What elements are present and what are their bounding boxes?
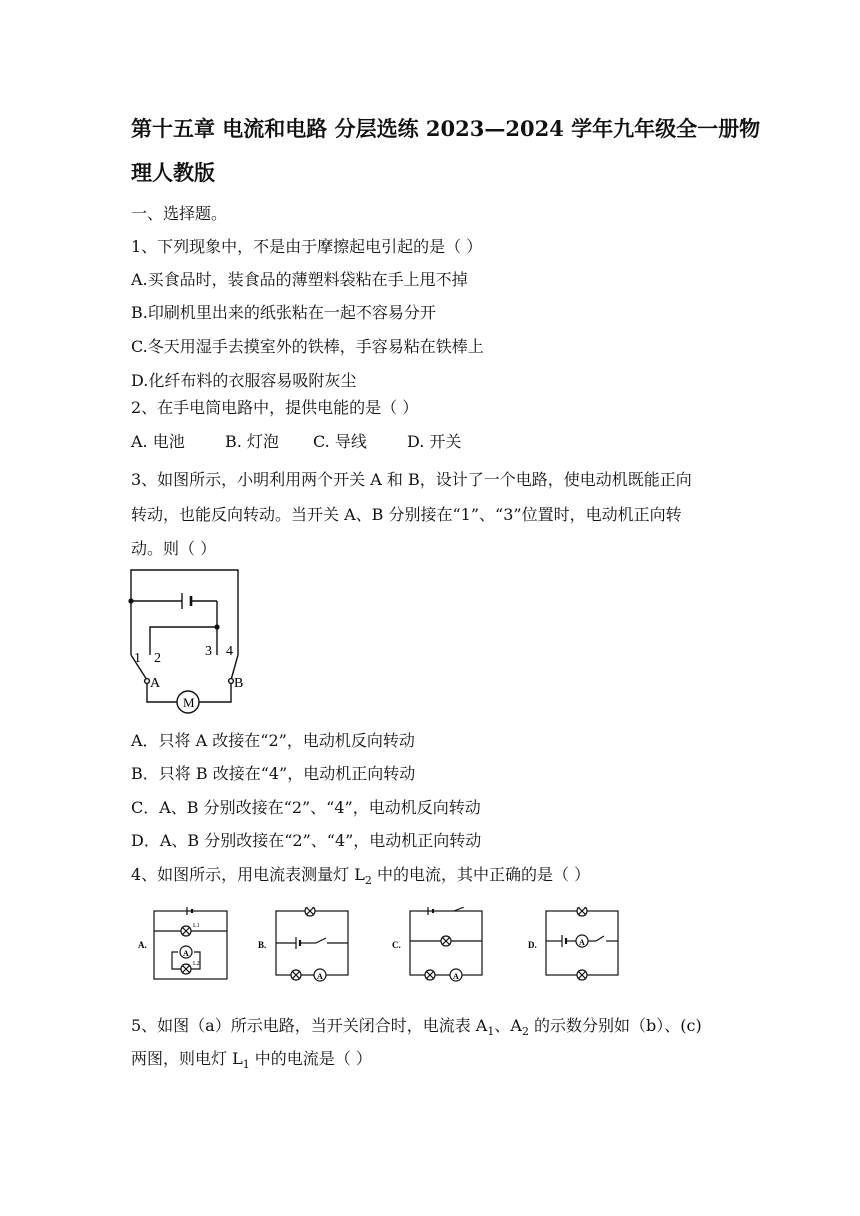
svg-text:L1: L1 [193, 923, 200, 929]
q3-option-c: C．A、B 分别改接在“2”、“4”，电动机反向转动 [131, 798, 481, 817]
q3-option-d: D．A、B 分别改接在“2”、“4”，电动机正向转动 [131, 831, 482, 850]
q5-l2-part-a: 两图，则电灯 L [131, 1049, 243, 1068]
q4-fig-a-label: A. [138, 940, 147, 950]
q5-l1-part-b: 、A [494, 1016, 522, 1035]
q5-l2-part-b: 中的电流是（ ） [249, 1049, 372, 1068]
q3-switch-b-label: B [234, 676, 244, 691]
q3-motor-label: M [183, 695, 195, 710]
q4-fig-b-label: B. [258, 940, 267, 950]
doc-title-line2: 理人教版 [131, 160, 215, 185]
q2-options [131, 431, 461, 453]
q4-stem-post: 中的电流，其中正确的是（ ） [371, 865, 591, 884]
q3-stem-line1: 3、如图所示，小明利用两个开关 A 和 B，设计了一个电路，使电动机既能正向 [131, 470, 692, 489]
doc-title-line1: 第十五章 电流和电路 分层选练 2023—2024 学年九年级全一册物 [131, 116, 761, 141]
q5-l1-part-c: 的示数分别如（b）、(c) [528, 1016, 702, 1035]
q2-option-c: C. 导线 [313, 432, 367, 451]
q5-l1-sub2: 2 [521, 1025, 529, 1039]
q3-terminal-2-label: 2 [154, 651, 161, 666]
q2-option-b: B. 灯泡 [225, 432, 279, 451]
q2-stem: 2、在手电筒电路中，提供电能的是（ ） [131, 398, 419, 417]
q2-option-d: D. 开关 [407, 432, 462, 451]
q5-stem-line1 [131, 1015, 702, 1043]
q3-terminal-1-label: 1 [134, 651, 141, 666]
q1-option-d: D.化纤布料的衣服容易吸附灰尘 [131, 371, 357, 390]
q3-option-a: A．只将 A 改接在“2”，电动机反向转动 [131, 731, 415, 750]
svg-text:A: A [183, 949, 189, 958]
q4-circuit-c [392, 907, 492, 985]
q4-stem-pre: 4、如图所示，用电流表测量灯 L [131, 865, 365, 884]
svg-text:A: A [579, 938, 585, 947]
q4-fig-c-label: C. [392, 940, 401, 950]
q4-circuit-a [138, 907, 238, 985]
q5-l1-part-a: 5、如图（a）所示电路，当开关闭合时，电流表 A [131, 1016, 488, 1035]
q4-circuit-b [258, 907, 358, 985]
q5-l1-sub1: 1 [487, 1025, 495, 1039]
q1-option-a: A.买食品时，装食品的薄塑料袋粘在手上甩不掉 [131, 270, 468, 289]
svg-text:A: A [453, 972, 459, 981]
q3-terminal-3-label: 3 [205, 644, 212, 659]
q3-stem-line2: 转动，也能反向转动。当开关 A、B 分别接在“1”、“3”位置时，电动机正向转 [131, 505, 682, 524]
q3-stem-line3: 动。则（ ） [131, 539, 217, 558]
q1-option-b: B.印刷机里出来的纸张粘在一起不容易分开 [131, 303, 436, 322]
section-heading: 一、选择题。 [131, 204, 228, 223]
q4-stem [131, 864, 590, 892]
q4-circuit-d [528, 907, 628, 985]
q4-stem-sub: 2 [364, 874, 372, 888]
q3-terminal-4-label: 4 [226, 644, 233, 659]
q5-l2-sub: 1 [242, 1058, 250, 1072]
q3-circuit-diagram [125, 565, 250, 720]
q2-option-a: A. 电池 [131, 432, 185, 451]
q5-stem-line2 [131, 1048, 372, 1076]
svg-text:L2: L2 [193, 961, 200, 967]
q3-switch-a-label: A [150, 676, 161, 691]
svg-text:A: A [317, 972, 323, 981]
q1-option-c: C.冬天用湿手去摸室外的铁棒，手容易粘在铁棒上 [131, 337, 484, 356]
q1-stem: 1、下列现象中，不是由于摩擦起电引起的是（ ） [131, 237, 483, 256]
q4-fig-d-label: D. [528, 940, 537, 950]
q3-option-b: B．只将 B 改接在“4”，电动机正向转动 [131, 764, 416, 783]
